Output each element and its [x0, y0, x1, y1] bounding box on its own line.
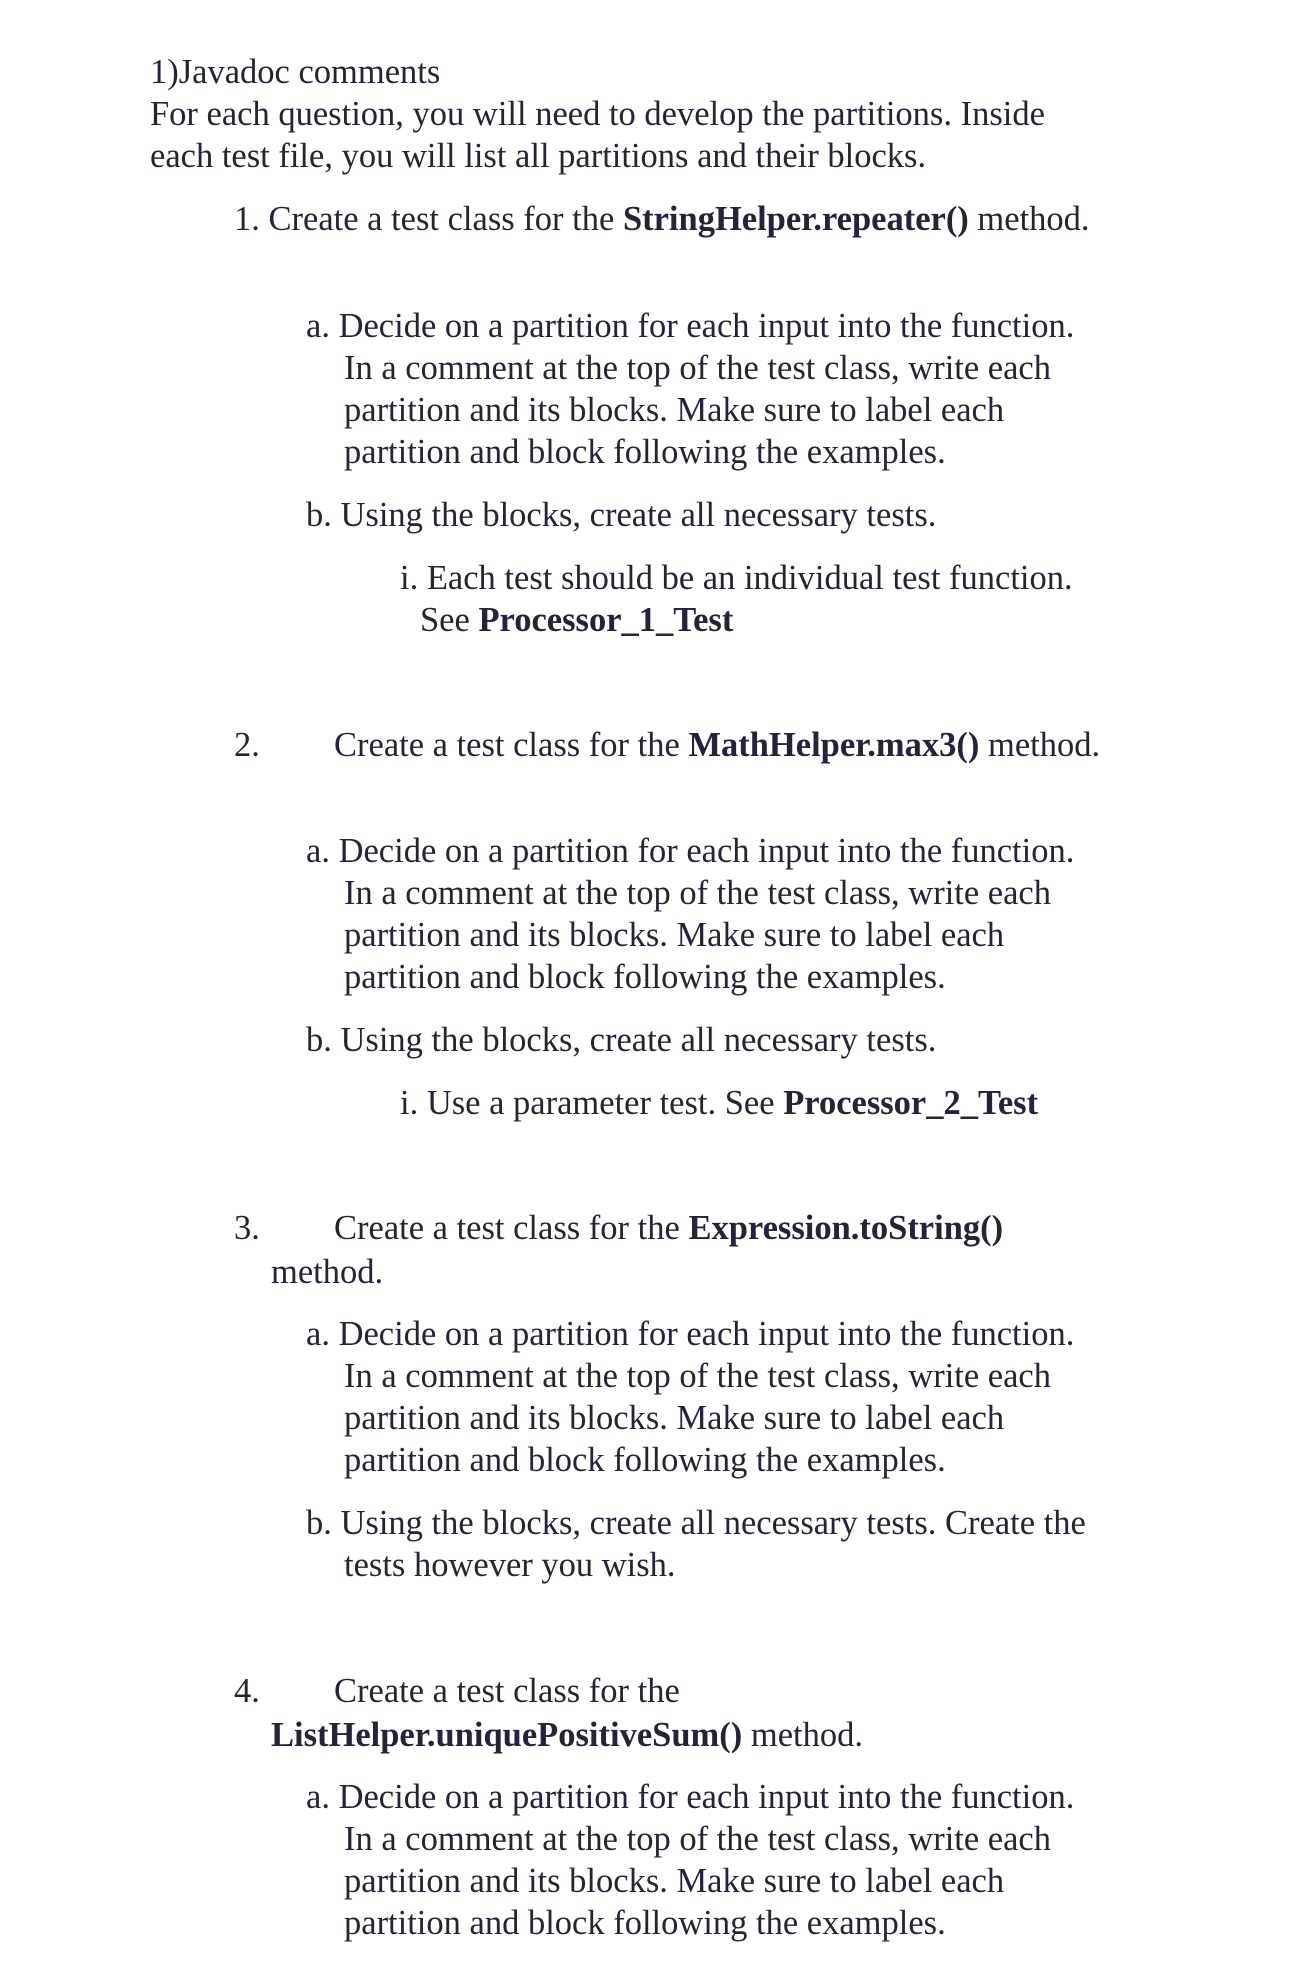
- q4-title: Create a test class for the: [334, 1672, 680, 1710]
- q1-a-line-3: partition and its blocks. Make sure to label each: [344, 391, 1005, 429]
- q3-a-line-4: partition and block following the examples.: [344, 1441, 946, 1479]
- q3-b-line-1: b. Using the blocks, create all necessary tests. Create the: [306, 1504, 1086, 1542]
- q1-method: StringHelper.repeater(): [622, 200, 969, 238]
- page-heading: 1)Javadoc comments: [150, 53, 441, 91]
- q4-a-line-3: partition and its blocks. Make sure to label each: [344, 1862, 1005, 1900]
- q3-b-line-2: tests however you wish.: [344, 1546, 676, 1584]
- q4-method: ListHelper.uniquePositiveSum(): [271, 1716, 743, 1754]
- q3-a-line-2: In a comment at the top of the test class, write each: [344, 1357, 1051, 1395]
- q4-title-line-2: ListHelper.uniquePositiveSum() method.: [271, 1716, 863, 1754]
- intro-line-1: For each question, you will need to develop the partitions. Inside: [150, 95, 1045, 133]
- q1-title: 1. Create a test class for the StringHelper.repeater() method.: [234, 200, 1090, 238]
- q2-a-line-3: partition and its blocks. Make sure to label each: [344, 916, 1005, 954]
- q2-i-line: i. Use a parameter test. See Processor_2_Test: [400, 1084, 1039, 1122]
- q4-a-line-2: In a comment at the top of the test class, write each: [344, 1820, 1051, 1858]
- intro-line-2: each test file, you will list all partitions and their blocks.: [150, 137, 927, 175]
- q2-ref: Processor_2_Test: [783, 1084, 1039, 1122]
- q3-method: Expression.toString(): [688, 1209, 1004, 1247]
- q1-b-line: b. Using the blocks, create all necessary tests.: [306, 496, 937, 534]
- q1-ref: Processor_1_Test: [478, 601, 734, 639]
- q1-i-line-1: i. Each test should be an individual test function.: [400, 559, 1073, 597]
- q2-b-line: b. Using the blocks, create all necessary tests.: [306, 1021, 937, 1059]
- q1-a-line-2: In a comment at the top of the test class, write each: [344, 349, 1051, 387]
- q3-title: Create a test class for the Expression.toString(): [334, 1209, 1004, 1247]
- q1-a-line-1: a. Decide on a partition for each input into the function.: [306, 307, 1075, 345]
- q2-title: Create a test class for the MathHelper.max3() method.: [334, 726, 1101, 764]
- q4-a-line-4: partition and block following the examples.: [344, 1904, 946, 1942]
- q3-a-line-1: a. Decide on a partition for each input into the function.: [306, 1315, 1075, 1353]
- q4-a-line-1: a. Decide on a partition for each input into the function.: [306, 1778, 1075, 1816]
- q1-i-line-2: See Processor_1_Test: [420, 601, 734, 639]
- q2-number: 2.: [234, 726, 260, 764]
- q2-a-line-1: a. Decide on a partition for each input into the function.: [306, 832, 1075, 870]
- q2-a-line-2: In a comment at the top of the test class, write each: [344, 874, 1051, 912]
- q3-a-line-3: partition and its blocks. Make sure to label each: [344, 1399, 1005, 1437]
- q1-number: 1.: [234, 200, 260, 238]
- q3-title-line-2: method.: [271, 1253, 384, 1291]
- q3-number: 3.: [234, 1209, 260, 1247]
- q2-a-line-4: partition and block following the examples.: [344, 958, 946, 996]
- q2-method: MathHelper.max3(): [688, 726, 980, 764]
- q4-number: 4.: [234, 1672, 260, 1710]
- q1-a-line-4: partition and block following the examples.: [344, 433, 946, 471]
